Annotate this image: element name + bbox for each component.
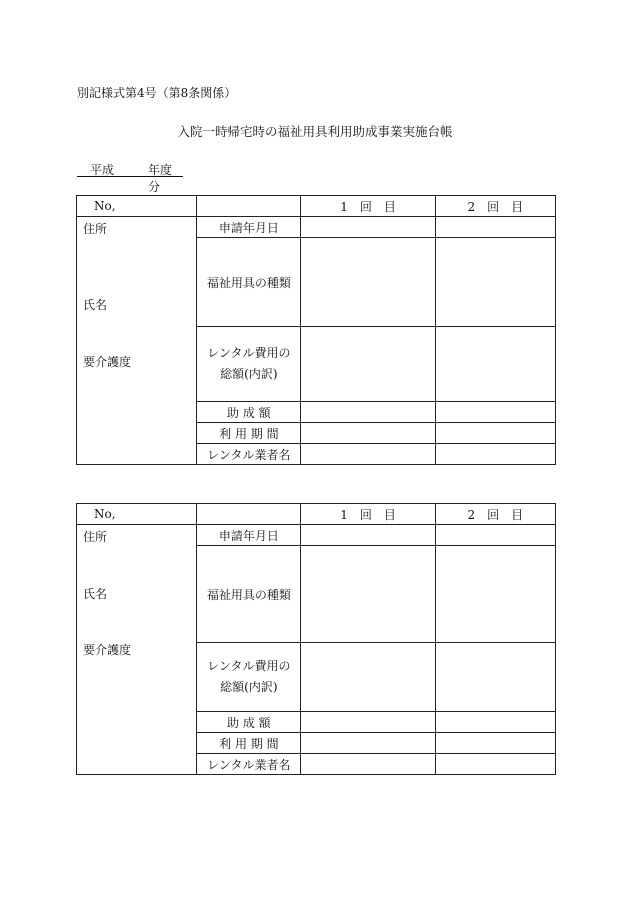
vendor-label: レンタル業者名 xyxy=(197,754,301,775)
care-level-label: 要介護度 xyxy=(83,643,132,657)
application-date-round-1[interactable] xyxy=(301,217,435,238)
table-header-row xyxy=(77,196,556,217)
equipment-type-round-2[interactable] xyxy=(435,238,555,327)
period-label: 利 用 期 間 xyxy=(197,423,301,444)
round-1-header: 1 回 目 xyxy=(301,196,435,217)
fiscal-year-field xyxy=(77,161,183,194)
document-title: 入院一時帰宅時の福祉用具利用助成事業実施台帳 xyxy=(177,124,453,139)
period-label: 利 用 期 間 xyxy=(197,733,301,754)
subsidy-label: 助 成 額 xyxy=(197,712,301,733)
name-label: 氏名 xyxy=(83,298,108,312)
application-date-label: 申請年月日 xyxy=(197,525,301,546)
equipment-type-label: 福祉用具の種類 xyxy=(197,238,301,327)
equipment-type-round-1[interactable] xyxy=(301,546,435,643)
applicant-info-cell xyxy=(77,525,197,775)
vendor-round-1[interactable] xyxy=(301,444,435,465)
subsidy-round-1[interactable] xyxy=(301,402,435,423)
no-header: No, xyxy=(77,504,197,525)
rental-cost-label xyxy=(197,327,301,402)
application-date-round-2[interactable] xyxy=(435,217,555,238)
subsidy-round-2[interactable] xyxy=(435,402,555,423)
rental-cost-round-2[interactable] xyxy=(435,643,555,712)
blank-header-cell xyxy=(197,504,301,525)
round-2-header: 2 回 目 xyxy=(435,196,555,217)
vendor-round-2[interactable] xyxy=(435,754,555,775)
name-label: 氏名 xyxy=(83,587,108,601)
period-round-2[interactable] xyxy=(435,423,555,444)
rental-cost-label xyxy=(197,643,301,712)
vendor-label: レンタル業者名 xyxy=(197,444,301,465)
equipment-type-round-1[interactable] xyxy=(301,238,435,327)
record-table-1 xyxy=(76,195,556,465)
blank-header-cell xyxy=(197,196,301,217)
record-table-2 xyxy=(76,503,556,775)
period-round-1[interactable] xyxy=(301,733,435,754)
form-reference: 別記様式第4号（第8条関係） xyxy=(77,86,237,100)
subsidy-label: 助 成 額 xyxy=(197,402,301,423)
address-label: 住所 xyxy=(83,530,108,544)
table-header-row xyxy=(77,504,556,525)
fiscal-year-label: 年度分 xyxy=(148,163,173,194)
round-2-header: 2 回 目 xyxy=(435,504,555,525)
rental-cost-label-line-2: 総額(内訳) xyxy=(220,680,278,694)
period-round-2[interactable] xyxy=(435,733,555,754)
rental-cost-round-2[interactable] xyxy=(435,327,555,402)
rental-cost-round-1[interactable] xyxy=(301,643,435,712)
fiscal-era: 平成 xyxy=(90,163,115,177)
no-header: No, xyxy=(77,196,197,217)
rental-cost-round-1[interactable] xyxy=(301,327,435,402)
vendor-round-2[interactable] xyxy=(435,444,555,465)
period-round-1[interactable] xyxy=(301,423,435,444)
rental-cost-label-line-1: レンタル費用の xyxy=(207,346,291,360)
rental-cost-label-line-1: レンタル費用の xyxy=(207,659,291,673)
subsidy-round-2[interactable] xyxy=(435,712,555,733)
round-1-header: 1 回 目 xyxy=(301,504,435,525)
application-date-round-2[interactable] xyxy=(435,525,555,546)
applicant-info-cell xyxy=(77,217,197,465)
equipment-type-label: 福祉用具の種類 xyxy=(197,546,301,643)
rental-cost-label-line-2: 総額(内訳) xyxy=(220,367,278,381)
application-date-row xyxy=(77,525,556,546)
subsidy-round-1[interactable] xyxy=(301,712,435,733)
application-date-round-1[interactable] xyxy=(301,525,435,546)
equipment-type-round-2[interactable] xyxy=(435,546,555,643)
vendor-round-1[interactable] xyxy=(301,754,435,775)
application-date-row xyxy=(77,217,556,238)
care-level-label: 要介護度 xyxy=(83,355,132,369)
application-date-label: 申請年月日 xyxy=(197,217,301,238)
address-label: 住所 xyxy=(83,222,108,236)
